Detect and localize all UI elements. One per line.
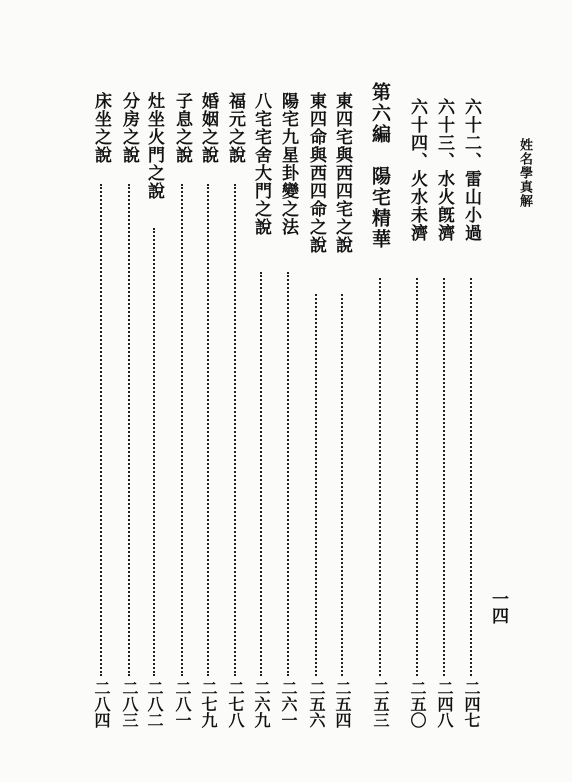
page-number: 一四 [488, 590, 508, 624]
toc-entry-title: 六十四、火水未濟 [407, 98, 427, 242]
toc-entry [143, 0, 165, 782]
toc-entry [460, 0, 482, 782]
toc-entry-title: 婚姻之說 [198, 92, 218, 164]
toc-entry [433, 0, 455, 782]
toc-entry-page: 二八一 [173, 680, 192, 728]
toc-entry [250, 0, 272, 782]
toc-entry-page: 二七八 [226, 680, 245, 728]
toc-entry-page: 二五四 [333, 680, 352, 728]
toc-entry-page: 二五〇 [408, 680, 427, 728]
toc-entry-page: 二七九 [199, 680, 218, 728]
toc-entry-title: 陽宅九星卦變之法 [278, 92, 298, 236]
toc-entry-page: 二五三 [371, 680, 390, 728]
dot-leader [181, 184, 183, 676]
toc-entry-title: 床坐之說 [91, 92, 111, 164]
dot-leader [416, 278, 418, 676]
toc-entry [224, 0, 246, 782]
toc-entry-title: 東四宅與西四宅之說 [332, 92, 352, 254]
toc-entry-page: 二四八 [435, 680, 454, 728]
toc-entry [406, 0, 428, 782]
dot-leader [207, 184, 209, 676]
toc-entry-page: 二六九 [252, 680, 271, 728]
toc-entry-title: 分房之說 [119, 92, 139, 164]
toc-entry [331, 0, 353, 782]
toc-entry-title: 子息之說 [172, 92, 192, 164]
toc-entry [277, 0, 299, 782]
toc-entry-page: 二八二 [145, 680, 164, 728]
toc-entry-title: 六十三、水火旣濟 [434, 98, 454, 242]
toc-entry-page: 二八四 [92, 680, 111, 728]
toc-entry-title: 六十二、雷山小過 [461, 98, 481, 242]
dot-leader [341, 294, 343, 676]
toc-entry [171, 0, 193, 782]
dot-leader [315, 294, 317, 676]
toc-entry [90, 0, 112, 782]
dot-leader [234, 184, 236, 676]
toc-section-heading [369, 0, 391, 782]
toc-entry-title: 第六編 陽宅精華 [369, 82, 391, 250]
dot-leader [153, 228, 155, 676]
dot-leader [260, 272, 262, 676]
dot-leader [287, 272, 289, 676]
toc-entry-page: 二五六 [307, 680, 326, 728]
toc-entry-page: 二四七 [462, 680, 481, 728]
toc-entry-title: 東四命與西四命之說 [306, 92, 326, 254]
toc-entry-page: 二六一 [279, 680, 298, 728]
toc-entry-title: 福元之說 [225, 92, 245, 164]
toc-entry [305, 0, 327, 782]
dot-leader [100, 184, 102, 676]
dot-leader [128, 184, 130, 676]
toc-entry [118, 0, 140, 782]
toc-entry-page: 二八三 [120, 680, 139, 728]
toc-entry-title: 灶坐火門之說 [144, 92, 164, 200]
toc-entry-title: 八宅宅舍大門之說 [251, 92, 271, 236]
dot-leader [379, 278, 381, 676]
toc-entry [197, 0, 219, 782]
dot-leader [443, 278, 445, 676]
running-header-title: 姓名學真解 [517, 138, 532, 208]
dot-leader [470, 278, 472, 676]
